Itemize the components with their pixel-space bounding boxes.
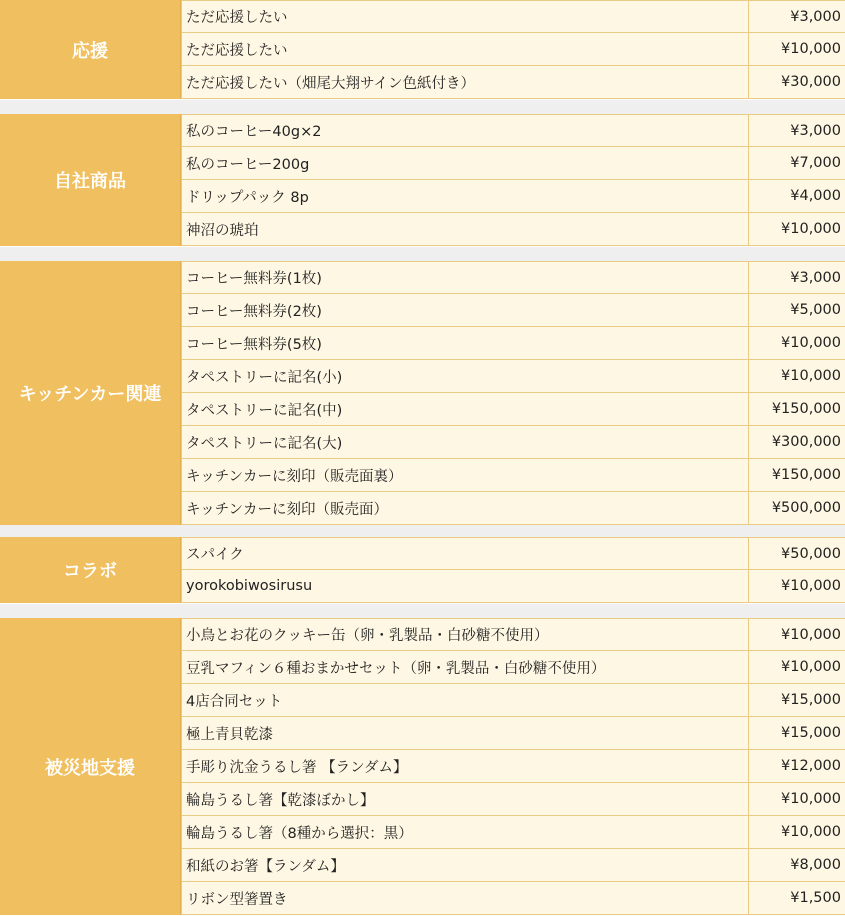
group-separator: [0, 523, 845, 537]
table-row: [181, 570, 845, 603]
item-name: 豆乳マフィン６種おまかせセット（卵・乳製品・白砂糖不使用）: [186, 660, 606, 677]
category-group: [0, 618, 845, 915]
table-row: [181, 66, 845, 99]
item-name: 4店合同セット: [186, 693, 283, 710]
table-row: [181, 651, 845, 684]
item-name: 極上青貝乾漆: [186, 726, 273, 743]
item-price: ¥500,000: [748, 492, 845, 524]
table-row: [181, 327, 845, 360]
item-price: ¥12,000: [748, 750, 845, 782]
item-list: [181, 618, 845, 915]
item-price: ¥10,000: [748, 783, 845, 815]
table-row: [181, 816, 845, 849]
table-row: [181, 426, 845, 459]
item-name: コーヒー無料券(2枚): [186, 303, 322, 320]
table-row: [181, 261, 845, 294]
item-name: キッチンカーに刻印（販売面）: [186, 501, 388, 518]
item-price: ¥3,000: [748, 115, 845, 146]
item-price: ¥300,000: [748, 426, 845, 458]
item-price: ¥10,000: [748, 570, 845, 602]
item-price: ¥150,000: [748, 459, 845, 491]
table-row: [181, 717, 845, 750]
table-row: [181, 114, 845, 147]
table-row: [181, 849, 845, 882]
item-name: yorokobiwosirusu: [186, 578, 313, 594]
item-price: ¥10,000: [748, 816, 845, 848]
item-name: 輪島うるし箸（8種から選択：黒）: [186, 825, 413, 842]
item-name: タペストリーに記名(小): [186, 369, 343, 386]
item-name: コーヒー無料券(1枚): [186, 271, 322, 287]
item-list: [181, 261, 845, 525]
item-name: 私のコーヒー40g×2: [186, 124, 322, 140]
item-price: ¥30,000: [748, 66, 845, 98]
item-price: ¥10,000: [748, 651, 845, 683]
item-name: コーヒー無料券(5枚): [186, 336, 322, 353]
item-name: ただ応援したい: [186, 10, 288, 26]
item-price: ¥3,000: [748, 1, 845, 32]
item-price: ¥7,000: [748, 147, 845, 179]
category-label: コラボ: [0, 537, 181, 603]
item-price: ¥8,000: [748, 849, 845, 881]
item-list: [181, 537, 845, 603]
table-row: [181, 882, 845, 915]
table-row: [181, 294, 845, 327]
item-name: タペストリーに記名(大): [186, 435, 343, 452]
category-label: 自社商品: [0, 114, 181, 246]
item-price: ¥4,000: [748, 180, 845, 212]
table-row: [181, 0, 845, 33]
item-price: ¥3,000: [748, 262, 845, 293]
category-label: 応援: [0, 0, 181, 99]
table-row: [181, 33, 845, 66]
table-row: [181, 537, 845, 570]
item-name: 輪島うるし箸【乾漆ぼかし】: [186, 792, 375, 809]
item-price: ¥150,000: [748, 393, 845, 425]
item-price: ¥15,000: [748, 684, 845, 716]
table-row: [181, 618, 845, 651]
item-price: ¥1,500: [748, 882, 845, 914]
group-separator: [0, 247, 845, 261]
item-name: タペストリーに記名(中): [186, 402, 343, 419]
table-row: [181, 180, 845, 213]
table-row: [181, 750, 845, 783]
table-row: [181, 492, 845, 525]
item-name: ただ応援したい（畑尾大翔サイン色紙付き）: [186, 75, 475, 92]
table-row: [181, 783, 845, 816]
item-name: ドリップパック 8p: [186, 189, 309, 206]
category-group: [0, 0, 845, 99]
item-list: [181, 0, 845, 99]
item-name: リボン型箸置き: [186, 891, 288, 908]
item-price: ¥10,000: [748, 213, 845, 245]
category-group: [0, 114, 845, 246]
table-row: [181, 360, 845, 393]
item-price: ¥50,000: [748, 538, 845, 569]
table-row: [181, 684, 845, 717]
item-name: ただ応援したい: [186, 42, 288, 59]
group-separator: [0, 604, 845, 618]
item-name: 小鳥とお花のクッキー缶（卵・乳製品・白砂糖不使用）: [186, 628, 549, 644]
item-name: 神沼の琥珀: [186, 222, 259, 239]
item-name: 私のコーヒー200g: [186, 156, 310, 173]
category-group: [0, 537, 845, 603]
item-price: ¥10,000: [748, 327, 845, 359]
category-label: キッチンカー関連: [0, 261, 181, 525]
table-row: [181, 459, 845, 492]
table-row: [181, 147, 845, 180]
item-name: 和紙のお箸【ランダム】: [186, 858, 345, 875]
item-name: キッチンカーに刻印（販売面裏）: [186, 468, 403, 485]
category-group: [0, 261, 845, 525]
item-name: 手彫り沈金うるし箸 【ランダム】: [186, 759, 408, 776]
item-price: ¥10,000: [748, 360, 845, 392]
item-price: ¥5,000: [748, 294, 845, 326]
item-list: [181, 114, 845, 246]
category-label: 被災地支援: [0, 618, 181, 915]
table-row: [181, 213, 845, 246]
group-separator: [0, 100, 845, 114]
item-price: ¥10,000: [748, 619, 845, 650]
item-price: ¥15,000: [748, 717, 845, 749]
item-price: ¥10,000: [748, 33, 845, 65]
item-name: スパイク: [186, 547, 244, 563]
table-row: [181, 393, 845, 426]
